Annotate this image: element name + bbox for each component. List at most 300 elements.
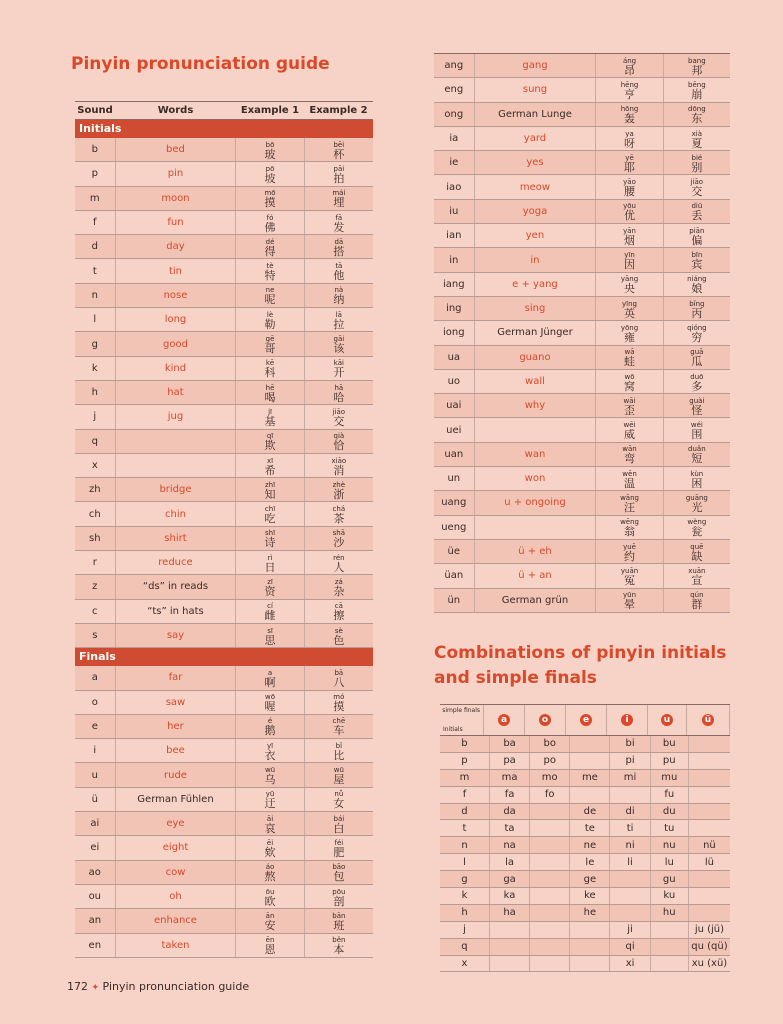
sound-cell: iao — [434, 175, 475, 198]
example-1-cell — [236, 381, 304, 404]
example-2-hanzi: 白 — [333, 821, 345, 835]
example-2-hanzi: 偏 — [691, 233, 703, 247]
example-2-cell — [664, 540, 730, 563]
example-1-cell — [236, 478, 304, 501]
word-cell: sing — [475, 297, 597, 320]
sound-cell: ai — [75, 812, 116, 835]
example-1-pinyin: wān — [622, 445, 637, 454]
table-row — [75, 430, 373, 454]
example-1-cell — [596, 346, 663, 369]
example-1-cell — [596, 394, 663, 417]
sound-cell: ia — [434, 127, 475, 150]
sound-cell: n — [75, 284, 116, 307]
sound-cell: in — [434, 248, 475, 271]
combination-cell — [530, 820, 570, 836]
sound-cell: e — [75, 715, 116, 738]
example-2-pinyin: guāng — [685, 493, 708, 502]
combinations-title-line-2: and simple finals — [434, 668, 597, 688]
example-1-pinyin: yū — [265, 790, 275, 799]
initial-cell: p — [440, 753, 490, 769]
example-1-hanzi: 啊 — [264, 675, 276, 689]
example-1-pinyin: qī — [266, 432, 274, 441]
example-2-cell — [305, 624, 373, 647]
word-cell: German Jünger — [475, 321, 597, 344]
page-number: 172 — [67, 980, 88, 993]
section-finals: Finals — [75, 648, 373, 666]
combination-cell: ji — [610, 922, 650, 938]
page-footer — [67, 980, 249, 993]
example-1-hanzi: 特 — [264, 269, 276, 283]
combination-cell — [490, 939, 530, 955]
example-1-hanzi: 玻 — [264, 147, 276, 161]
example-2-pinyin: kùn — [690, 469, 704, 478]
example-2-hanzi: 群 — [691, 598, 703, 612]
combination-cell: te — [570, 820, 610, 836]
sound-cell: l — [75, 308, 116, 331]
example-2-pinyin: chē — [332, 717, 346, 726]
example-2-pinyin: jiāo — [690, 178, 704, 187]
table-row — [75, 284, 373, 308]
example-2-pinyin: cā — [334, 602, 343, 611]
combination-cell: mu — [651, 770, 689, 786]
example-2-pinyin: bang — [688, 56, 706, 65]
example-2-hanzi: 车 — [333, 724, 345, 738]
table-row — [75, 454, 373, 478]
word-cell: moon — [116, 187, 237, 210]
example-2-pinyin: piān — [689, 226, 705, 235]
finals-rows-left — [75, 666, 373, 958]
table-row — [434, 53, 730, 78]
example-1-cell — [236, 715, 304, 738]
word-cell: long — [116, 308, 237, 331]
example-2-pinyin: chá — [332, 505, 346, 514]
table-row — [440, 922, 730, 939]
example-2-pinyin: wéi — [690, 421, 703, 430]
sound-cell: ing — [434, 297, 475, 320]
vowel-header — [525, 705, 566, 735]
table-row — [434, 297, 730, 321]
example-1-cell — [596, 127, 663, 150]
example-1-pinyin: hē — [265, 383, 275, 392]
example-1-hanzi: 汪 — [624, 500, 636, 514]
example-1-hanzi: 喔 — [264, 700, 276, 714]
example-2-hanzi: 摸 — [333, 700, 345, 714]
example-1-cell — [596, 467, 663, 490]
combinations-table — [440, 704, 730, 972]
sound-cell: ong — [434, 103, 475, 126]
example-1-cell — [236, 909, 304, 932]
table-row — [75, 527, 373, 551]
example-2-cell — [305, 332, 373, 355]
example-2-hanzi: 他 — [333, 269, 345, 283]
example-2-cell — [305, 284, 373, 307]
example-2-hanzi: 埋 — [333, 196, 345, 210]
example-2-pinyin: bié — [691, 153, 703, 162]
example-2-pinyin: bīn — [691, 251, 703, 260]
table-row — [434, 516, 730, 540]
example-2-pinyin: bā — [334, 668, 344, 677]
table-row — [75, 211, 373, 235]
table-row — [75, 357, 373, 381]
example-2-hanzi: 沙 — [333, 536, 345, 550]
example-2-pinyin: nǚ — [334, 790, 344, 799]
combination-cell — [610, 905, 650, 921]
initial-cell: k — [440, 888, 490, 904]
example-2-hanzi: 茶 — [333, 512, 345, 526]
combination-cell — [570, 922, 610, 938]
table-row — [440, 871, 730, 888]
vowel-header — [648, 705, 687, 735]
initials-rows — [75, 138, 373, 648]
example-1-cell — [596, 78, 663, 101]
example-1-pinyin: zī — [267, 577, 273, 586]
example-1-hanzi: 喝 — [264, 390, 276, 404]
combination-cell — [689, 905, 730, 921]
example-2-pinyin: jiāo — [332, 407, 346, 416]
table-row — [434, 394, 730, 418]
example-2-pinyin: wèng — [687, 518, 707, 527]
example-2-hanzi: 瓜 — [691, 355, 703, 369]
example-2-cell — [664, 418, 730, 441]
example-1-hanzi: 烟 — [624, 233, 636, 247]
example-1-pinyin: yāo — [623, 178, 636, 187]
example-2-cell — [305, 454, 373, 477]
sound-cell: ou — [75, 885, 116, 908]
example-2-cell — [305, 478, 373, 501]
combination-cell: ma — [490, 770, 530, 786]
guide-table-left — [75, 101, 373, 958]
example-2-cell — [305, 162, 373, 185]
table-row — [434, 491, 730, 515]
example-1-hanzi: 呢 — [264, 293, 276, 307]
example-2-cell — [305, 812, 373, 835]
table-row — [75, 575, 373, 599]
sound-cell: uo — [434, 370, 475, 393]
word-cell: ü + eh — [475, 540, 597, 563]
sound-cell: en — [75, 934, 116, 957]
example-2-cell — [664, 321, 730, 344]
table-row — [75, 691, 373, 715]
example-2-pinyin: nà — [334, 286, 344, 295]
example-1-hanzi: 熬 — [264, 870, 276, 884]
example-2-cell — [664, 224, 730, 247]
example-2-pinyin: fā — [335, 213, 343, 222]
example-1-pinyin: áng — [622, 56, 637, 65]
sound-cell: un — [434, 467, 475, 490]
example-2-hanzi: 浙 — [333, 487, 345, 501]
example-1-pinyin: āi — [266, 814, 274, 823]
word-cell: rude — [116, 763, 237, 786]
example-2-cell — [664, 151, 730, 174]
example-1-hanzi: 资 — [264, 584, 276, 598]
example-2-cell — [664, 491, 730, 514]
word-cell: cow — [116, 861, 237, 884]
combination-cell — [610, 888, 650, 904]
example-1-pinyin: yuē — [623, 542, 636, 551]
example-2-hanzi: 女 — [333, 797, 345, 811]
example-1-cell — [596, 491, 663, 514]
combination-cell — [490, 956, 530, 972]
table-row — [434, 103, 730, 127]
example-2-pinyin: xià — [691, 129, 703, 138]
example-1-cell — [596, 248, 663, 271]
example-1-hanzi: 哥 — [264, 342, 276, 356]
sound-cell: j — [75, 405, 116, 428]
word-cell: won — [475, 467, 597, 490]
example-2-hanzi: 班 — [333, 918, 345, 932]
example-2-hanzi: 八 — [333, 675, 345, 689]
example-2-cell — [305, 430, 373, 453]
word-cell: chin — [116, 502, 237, 525]
table-row — [440, 820, 730, 837]
example-2-cell — [664, 273, 730, 296]
example-1-hanzi: 坡 — [264, 171, 276, 185]
example-1-cell — [236, 836, 304, 859]
example-2-cell — [305, 211, 373, 234]
combination-cell — [689, 871, 730, 887]
example-1-pinyin: wāng — [620, 493, 639, 502]
sound-cell: zh — [75, 478, 116, 501]
word-cell: guano — [475, 346, 597, 369]
example-1-cell — [236, 405, 304, 428]
table-row — [434, 78, 730, 102]
combination-cell — [610, 787, 650, 803]
example-2-pinyin: lā — [335, 310, 342, 319]
example-1-hanzi: 呀 — [624, 136, 636, 150]
example-2-cell — [305, 527, 373, 550]
example-2-pinyin: quē — [690, 542, 704, 551]
example-1-pinyin: ēn — [265, 936, 275, 945]
combination-cell — [530, 905, 570, 921]
example-2-pinyin: bǐng — [689, 299, 705, 308]
example-2-pinyin: tā — [335, 262, 343, 271]
example-2-pinyin: guā — [690, 348, 704, 357]
word-cell: u + ongoing — [475, 491, 597, 514]
sound-cell: ian — [434, 224, 475, 247]
word-cell: pin — [116, 162, 237, 185]
example-2-hanzi: 东 — [691, 112, 703, 126]
corner-initials-label: Initials — [443, 726, 463, 733]
example-1-hanzi: 得 — [264, 244, 276, 258]
header-example-1: Example 1 — [240, 105, 300, 116]
example-1-hanzi: 日 — [264, 560, 276, 574]
table-row — [440, 787, 730, 804]
word-cell: “ds” in reads — [116, 575, 237, 598]
combinations-title — [434, 641, 726, 691]
combination-cell — [530, 956, 570, 972]
table-row — [434, 564, 730, 588]
example-1-cell — [596, 54, 663, 77]
word-cell: “ts” in hats — [116, 600, 237, 623]
sound-cell: k — [75, 357, 116, 380]
combination-cell: qi — [610, 939, 650, 955]
example-1-hanzi: 欧 — [264, 894, 276, 908]
sound-cell: ei — [75, 836, 116, 859]
example-2-pinyin: bái — [333, 814, 345, 823]
sound-cell: x — [75, 454, 116, 477]
example-1-cell — [236, 332, 304, 355]
table-row — [75, 502, 373, 526]
table-row — [434, 346, 730, 370]
example-1-cell — [236, 885, 304, 908]
table-row — [75, 235, 373, 259]
example-1-hanzi: 弯 — [624, 452, 636, 466]
example-1-cell — [236, 861, 304, 884]
example-1-hanzi: 耶 — [624, 160, 636, 174]
word-cell — [116, 454, 237, 477]
combination-cell: fu — [651, 787, 689, 803]
example-1-hanzi: 基 — [264, 414, 276, 428]
example-1-pinyin: wāi — [623, 396, 636, 405]
example-1-pinyin: yīn — [624, 251, 635, 260]
combination-cell — [530, 922, 570, 938]
word-cell: wan — [475, 443, 597, 466]
example-1-cell — [596, 589, 663, 612]
example-1-hanzi: 科 — [264, 366, 276, 380]
example-1-cell — [596, 175, 663, 198]
example-2-hanzi: 丢 — [691, 209, 703, 223]
example-2-cell — [664, 297, 730, 320]
example-1-pinyin: ne — [265, 286, 275, 295]
example-2-hanzi: 纳 — [333, 293, 345, 307]
example-1-pinyin: yōng — [620, 323, 639, 332]
example-1-hanzi: 哀 — [264, 821, 276, 835]
word-cell: enhance — [116, 909, 237, 932]
combination-cell: ne — [570, 837, 610, 853]
table-row — [440, 753, 730, 770]
example-1-cell — [236, 934, 304, 957]
example-1-hanzi: 歪 — [624, 403, 636, 417]
sound-cell: c — [75, 600, 116, 623]
example-1-hanzi: 英 — [624, 306, 636, 320]
example-1-hanzi: 威 — [624, 428, 636, 442]
example-1-hanzi: 迂 — [264, 797, 276, 811]
combination-cell: tu — [651, 820, 689, 836]
sound-cell: m — [75, 187, 116, 210]
table-row — [75, 885, 373, 909]
combination-cell — [570, 753, 610, 769]
combination-cell — [530, 804, 570, 820]
example-2-hanzi: 该 — [333, 342, 345, 356]
example-2-cell — [664, 394, 730, 417]
example-2-hanzi: 肥 — [333, 845, 345, 859]
combination-cell: xu (xü) — [691, 958, 728, 970]
guide-table-right — [434, 53, 730, 613]
table-row — [434, 151, 730, 175]
combination-cell: ka — [490, 888, 530, 904]
combination-cell: ku — [651, 888, 689, 904]
example-1-hanzi: 摸 — [264, 196, 276, 210]
example-2-hanzi: 包 — [333, 870, 345, 884]
example-1-hanzi: 欺 — [264, 439, 276, 453]
table-row — [75, 861, 373, 885]
table-row — [440, 837, 730, 854]
word-cell: meow — [475, 175, 597, 198]
example-2-hanzi: 光 — [691, 500, 703, 514]
example-2-cell — [305, 861, 373, 884]
example-1-pinyin: xī — [266, 456, 274, 465]
table-row — [440, 804, 730, 821]
example-1-pinyin: cí — [267, 602, 273, 611]
example-2-hanzi: 比 — [333, 748, 345, 762]
sound-cell: p — [75, 162, 116, 185]
example-1-pinyin: sī — [267, 626, 273, 635]
table-row — [440, 854, 730, 871]
vowel-headers — [484, 705, 730, 735]
combination-cell: pi — [610, 753, 650, 769]
example-1-hanzi: 诗 — [264, 536, 276, 550]
example-1-pinyin: yāng — [620, 275, 639, 284]
example-1-pinyin: a — [267, 668, 273, 677]
example-1-pinyin: gē — [265, 335, 275, 344]
combination-cell — [570, 956, 610, 972]
sound-cell: ua — [434, 346, 475, 369]
word-cell: her — [116, 715, 237, 738]
example-1-pinyin: ōu — [265, 887, 275, 896]
word-cell: reduce — [116, 551, 237, 574]
word-cell: day — [116, 235, 237, 258]
example-1-pinyin: yuān — [620, 566, 639, 575]
example-2-hanzi: 娘 — [691, 282, 703, 296]
example-1-hanzi: 腰 — [624, 185, 636, 199]
table-row — [75, 600, 373, 624]
example-1-pinyin: wū — [264, 766, 276, 775]
word-cell: yard — [475, 127, 597, 150]
table-row — [75, 308, 373, 332]
combination-cell: ju (jü) — [694, 924, 725, 936]
example-1-cell — [596, 200, 663, 223]
combination-cell — [530, 837, 570, 853]
example-2-cell — [305, 138, 373, 161]
example-1-cell — [236, 284, 304, 307]
sound-cell: ch — [75, 502, 116, 525]
table-row — [75, 836, 373, 860]
word-cell: yes — [475, 151, 597, 174]
sound-cell: sh — [75, 527, 116, 550]
combination-cell: ke — [570, 888, 610, 904]
combination-cell: ga — [490, 871, 530, 887]
example-2-pinyin: zhè — [332, 480, 346, 489]
table-row — [75, 187, 373, 211]
word-cell — [116, 430, 237, 453]
combination-cell: li — [610, 854, 650, 870]
example-1-cell — [236, 788, 304, 811]
combination-cell — [610, 871, 650, 887]
example-1-cell — [236, 527, 304, 550]
example-1-hanzi: 佛 — [264, 220, 276, 234]
table-row — [75, 788, 373, 812]
table-row — [75, 162, 373, 186]
table-row — [434, 370, 730, 394]
example-2-pinyin: niáng — [687, 275, 707, 284]
example-1-cell — [236, 430, 304, 453]
example-2-pinyin: shā — [332, 529, 346, 538]
initial-cell: g — [440, 871, 490, 887]
table-row — [75, 934, 373, 958]
sound-cell: eng — [434, 78, 475, 101]
example-2-hanzi: 本 — [333, 943, 345, 957]
example-2-cell — [305, 763, 373, 786]
example-2-pinyin: qià — [333, 432, 345, 441]
table-row — [434, 200, 730, 224]
example-1-pinyin: yōu — [623, 202, 636, 211]
example-1-pinyin: yān — [623, 226, 636, 235]
word-cell: good — [116, 332, 237, 355]
table-row — [434, 127, 730, 151]
combination-cell: bu — [651, 736, 689, 752]
example-2-pinyin: xiāo — [331, 456, 347, 465]
example-2-hanzi: 围 — [691, 428, 703, 442]
